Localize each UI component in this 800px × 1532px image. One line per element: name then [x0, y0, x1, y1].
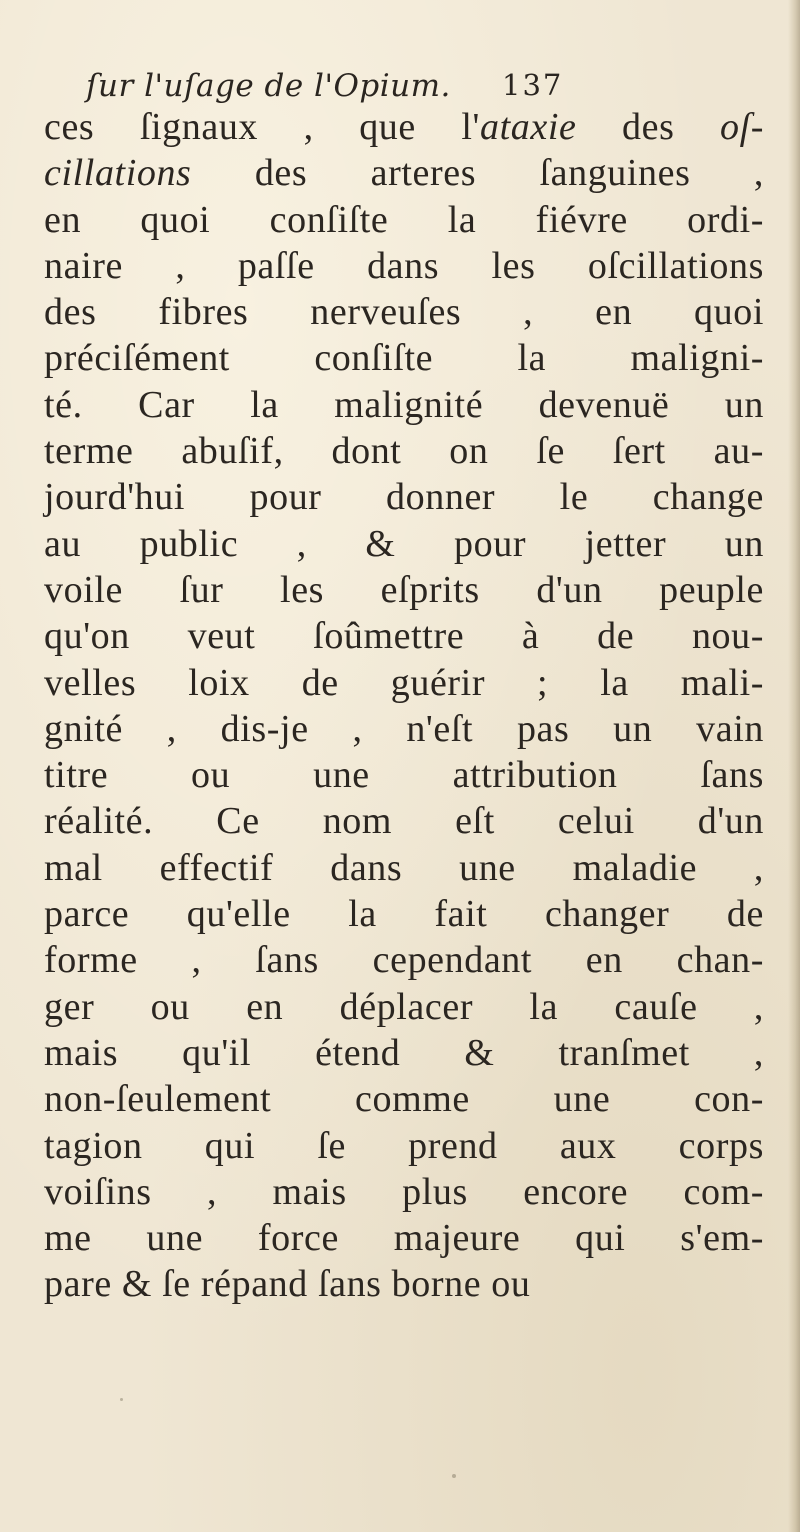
page-edge-shadow [788, 0, 800, 1532]
italic-text-segment: oſ- [720, 106, 765, 148]
text-segment: terme abuſif, dont on ſe ſert au- [44, 430, 764, 473]
text-segment: en quoi conſiſte la fiévre ordi- [44, 198, 764, 241]
text-segment: des [576, 106, 720, 148]
text-line [44, 984, 764, 1030]
text-line [44, 289, 764, 335]
text-segment: voiſins , mais plus encore com- [44, 1170, 764, 1213]
text-segment: naire , paſſe dans les oſcillations [44, 244, 764, 287]
running-head-title: ſur l'uſage de l'Opium. [86, 68, 451, 104]
text-line [44, 1030, 764, 1076]
text-line [44, 474, 764, 520]
text-line [44, 567, 764, 613]
text-line [44, 1123, 764, 1169]
text-segment: parce qu'elle la fait changer de [44, 893, 764, 936]
text-line [44, 104, 764, 150]
text-segment: jourd'hui pour donner le change [44, 476, 764, 519]
text-segment: ces ſignaux , que l' [44, 106, 481, 148]
text-line [44, 243, 764, 289]
text-line [44, 382, 764, 428]
text-line [44, 752, 764, 798]
text-segment: forme , ſans cependant en chan- [44, 939, 764, 982]
text-segment: non-ſeulement comme une con- [44, 1078, 764, 1121]
text-line [44, 1076, 764, 1122]
text-segment: té. Car la malignité devenuë un [44, 383, 764, 426]
text-segment: au public , & pour jetter un [44, 522, 764, 565]
text-segment: réalité. Ce nom eſt celui d'un [44, 800, 764, 843]
text-segment: préciſément conſiſte la maligni- [44, 337, 764, 380]
text-line [44, 150, 764, 196]
body-text [44, 104, 764, 1308]
text-line [44, 1215, 764, 1261]
text-line [44, 428, 764, 474]
text-line [44, 706, 764, 752]
text-segment: voile ſur les eſprits d'un peuple [44, 568, 764, 611]
text-line [44, 937, 764, 983]
text-segment: mal effectif dans une maladie , [44, 846, 764, 889]
paper-speck [120, 1398, 123, 1401]
text-line [44, 613, 764, 659]
text-line [44, 521, 764, 567]
text-segment: gnité , dis-je , n'eſt pas un vain [44, 707, 764, 750]
text-line [44, 197, 764, 243]
text-segment: pare & ſe répand ſans borne ou [44, 1263, 531, 1306]
text-segment: des fibres nerveuſes , en quoi [44, 291, 764, 334]
page-number: 137 [502, 68, 564, 102]
text-line [44, 335, 764, 381]
text-line [44, 1169, 764, 1215]
text-line [44, 891, 764, 937]
text-segment: tagion qui ſe prend aux corps [44, 1124, 764, 1167]
text-segment: velles loix de guérir ; la mali- [44, 661, 764, 704]
text-segment: ger ou en déplacer la cauſe , [44, 985, 764, 1028]
text-segment: qu'on veut ſoûmettre à de nou- [44, 615, 764, 658]
paper-speck [452, 1474, 456, 1478]
text-segment: me une force majeure qui s'em- [44, 1217, 764, 1260]
text-segment: des arteres ſanguines , [191, 152, 764, 195]
text-segment: titre ou une attribution ſans [44, 754, 764, 797]
text-line [44, 845, 764, 891]
text-line [44, 1261, 764, 1307]
italic-text-segment: cillations [44, 152, 192, 195]
text-line [44, 798, 764, 844]
text-line [44, 660, 764, 706]
text-segment: mais qu'il étend & tranſmet , [44, 1031, 764, 1074]
italic-text-segment: ataxie [480, 106, 577, 148]
